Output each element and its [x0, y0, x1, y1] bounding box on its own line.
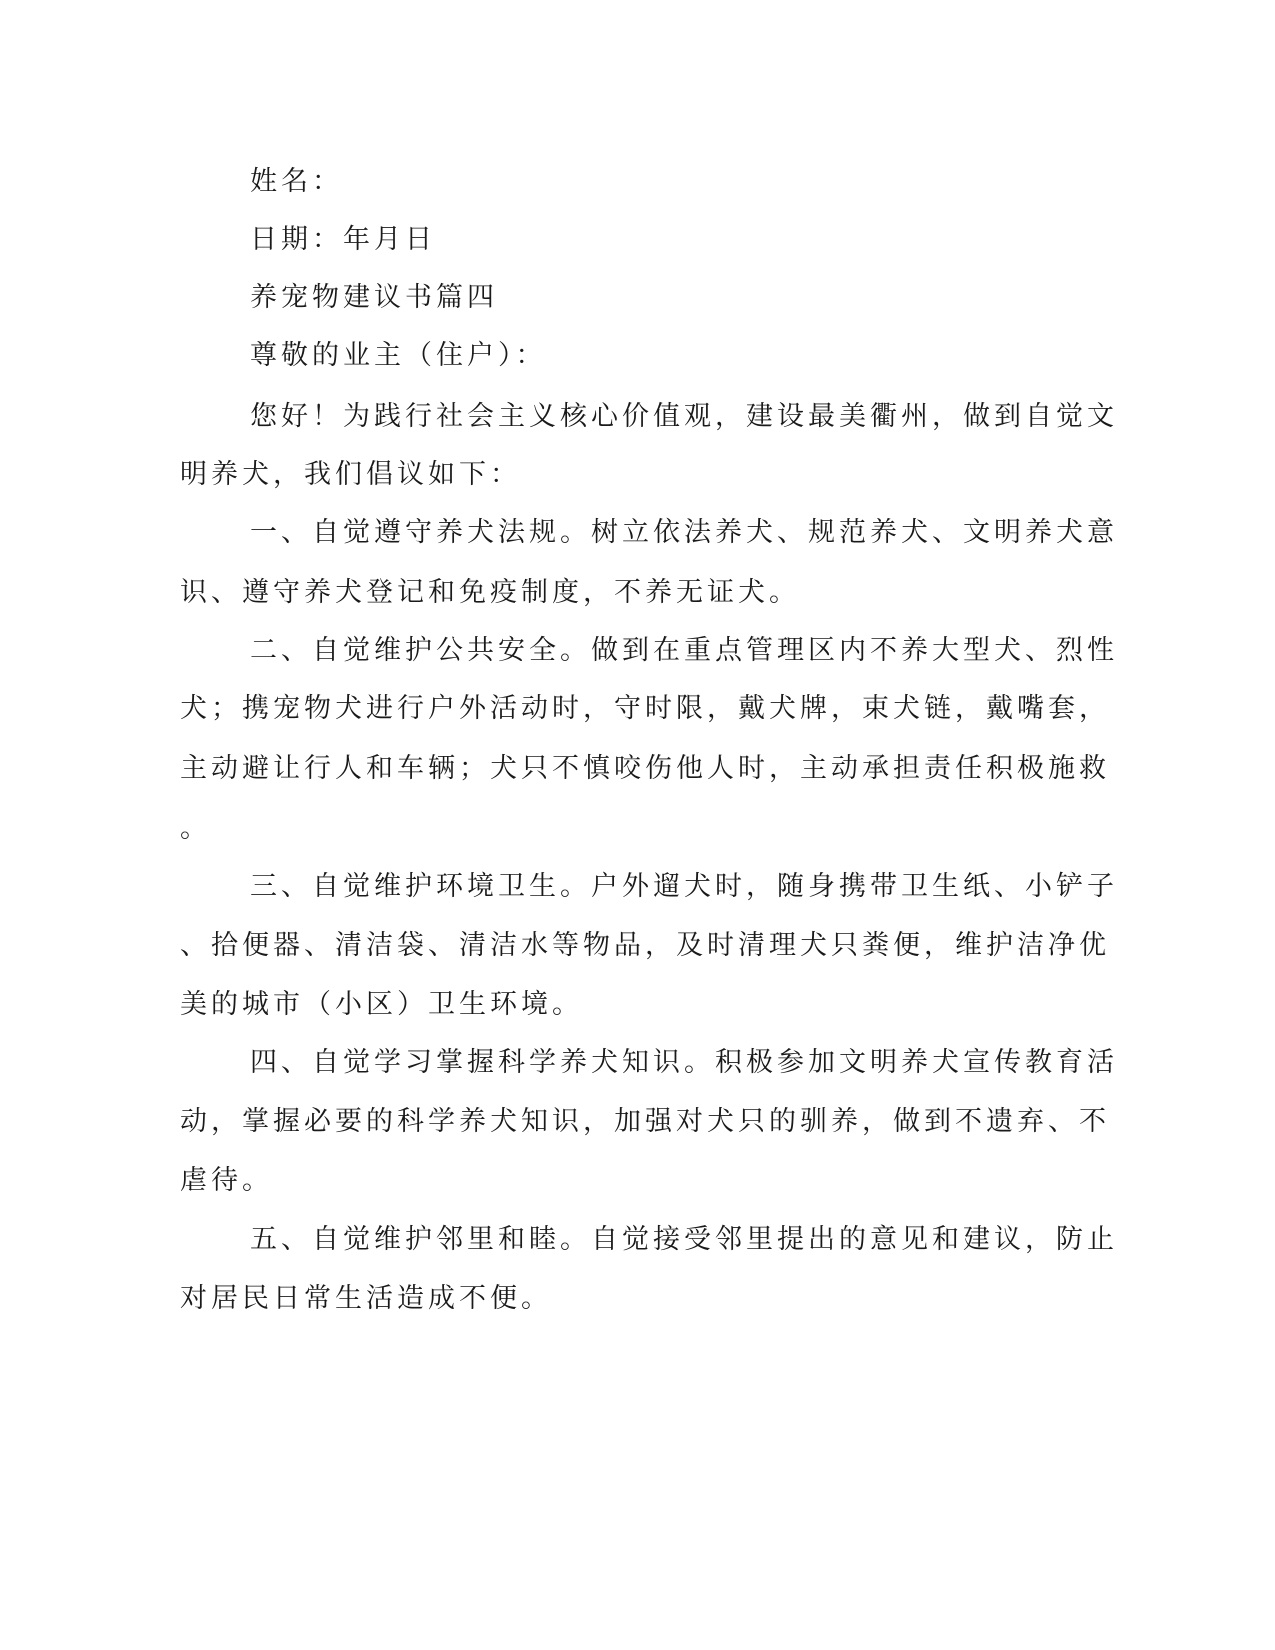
item5-line-2: 对居民日常生活造成不便。: [180, 1283, 552, 1314]
date-label: 日期：年月日: [250, 224, 436, 255]
item4-line-1: 四、自觉学习掌握科学养犬知识。积极参加文明养犬宣传教育活: [250, 1047, 1118, 1078]
name-label: 姓名：: [250, 166, 343, 197]
item4-line-2: 动，掌握必要的科学养犬知识，加强对犬只的驯养，做到不遗弃、不: [180, 1106, 1110, 1137]
item3-line-2: 、拾便器、清洁袋、清洁水等物品，及时清理犬只粪便，维护洁净优: [180, 930, 1110, 961]
section-title: 养宠物建议书篇四: [250, 282, 498, 313]
item2-line-3: 主动避让行人和车辆；犬只不慎咬伤他人时，主动承担责任积极施救: [180, 753, 1110, 784]
item3-line-3: 美的城市（小区）卫生环境。: [180, 989, 583, 1020]
item3-line-1: 三、自觉维护环境卫生。户外遛犬时，随身携带卫生纸、小铲子: [250, 871, 1118, 902]
salutation: 尊敬的业主（住户）：: [250, 340, 547, 371]
item5-line-1: 五、自觉维护邻里和睦。自觉接受邻里提出的意见和建议，防止: [250, 1224, 1118, 1255]
item1-line-2: 识、遵守养犬登记和免疫制度，不养无证犬。: [180, 577, 800, 608]
item2-line-1: 二、自觉维护公共安全。做到在重点管理区内不养大型犬、烈性: [250, 635, 1118, 666]
item4-line-3: 虐待。: [180, 1165, 273, 1196]
item1-line-1: 一、自觉遵守养犬法规。树立依法养犬、规范养犬、文明养犬意: [250, 517, 1118, 548]
intro-line-2: 明养犬，我们倡议如下：: [180, 459, 521, 490]
item2-line-4: 。: [180, 813, 211, 844]
item2-line-2: 犬；携宠物犬进行户外活动时，守时限，戴犬牌，束犬链，戴嘴套，: [180, 693, 1110, 724]
intro-line-1: 您好！为践行社会主义核心价值观，建设最美衢州，做到自觉文: [250, 401, 1118, 432]
